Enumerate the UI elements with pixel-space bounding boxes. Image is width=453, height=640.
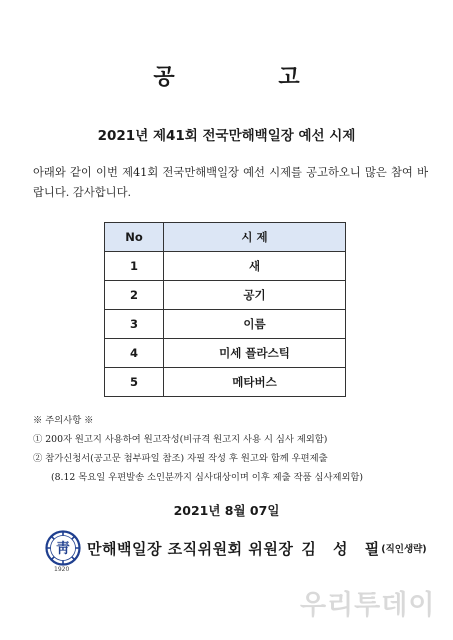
row-topic: 공기 <box>164 281 346 310</box>
note-item-2-detail: (8.12 목요일 우편발송 소인분까지 심사대상이며 이후 제출 작품 심사제외함) <box>51 472 364 483</box>
notice-heading: 공 고 <box>153 65 348 90</box>
table-row <box>105 339 346 368</box>
row-topic: 새 <box>164 252 346 281</box>
signature-suffix: (직인생략) <box>381 544 427 555</box>
row-topic: 미세 플라스틱 <box>164 339 346 368</box>
table-row <box>105 252 346 281</box>
notice-intro: 아래와 같이 이번 제41회 전국만해백일장 예선 시제를 공고하오니 많은 참여 바랍니다. 감사합니다. <box>33 166 428 199</box>
signature-name: 김 성 필 <box>301 539 386 558</box>
row-topic: 이름 <box>164 310 346 339</box>
notice-date: 2021년 8월 07일 <box>173 503 280 518</box>
notes-heading: ※ 주의사항 ※ <box>33 415 94 426</box>
row-number: 1 <box>105 252 164 281</box>
note-item-1: ① 200자 원고지 사용하여 원고작성(비규격 원고지 사용 시 심사 제외함) <box>33 434 328 445</box>
note-item-2: ② 참가신청서(공고문 첨부파일 참조) 자필 작성 후 원고와 함께 우편제출 <box>33 453 328 464</box>
watermark: 우리투데이 <box>300 590 436 621</box>
seal-glyph: 靑 <box>56 541 70 557</box>
topics-table <box>104 222 346 397</box>
table-row <box>105 310 346 339</box>
column-header-no: No <box>105 223 164 252</box>
notes-section <box>33 411 433 487</box>
organization-seal-icon <box>45 530 81 566</box>
row-number: 2 <box>105 281 164 310</box>
seal-year: 1920 <box>54 566 70 573</box>
topics-table-header-row <box>105 223 346 252</box>
signature-block <box>45 530 427 566</box>
row-number: 4 <box>105 339 164 368</box>
table-row <box>105 368 346 397</box>
row-topic: 메타버스 <box>164 368 346 397</box>
signature-organization: 만해백일장 조직위원회 위원장 <box>87 539 294 558</box>
table-row <box>105 281 346 310</box>
row-number: 5 <box>105 368 164 397</box>
column-header-topic: 시 제 <box>164 223 346 252</box>
row-number: 3 <box>105 310 164 339</box>
notice-title: 2021년 제41회 전국만해백일장 예선 시제 <box>97 128 356 144</box>
